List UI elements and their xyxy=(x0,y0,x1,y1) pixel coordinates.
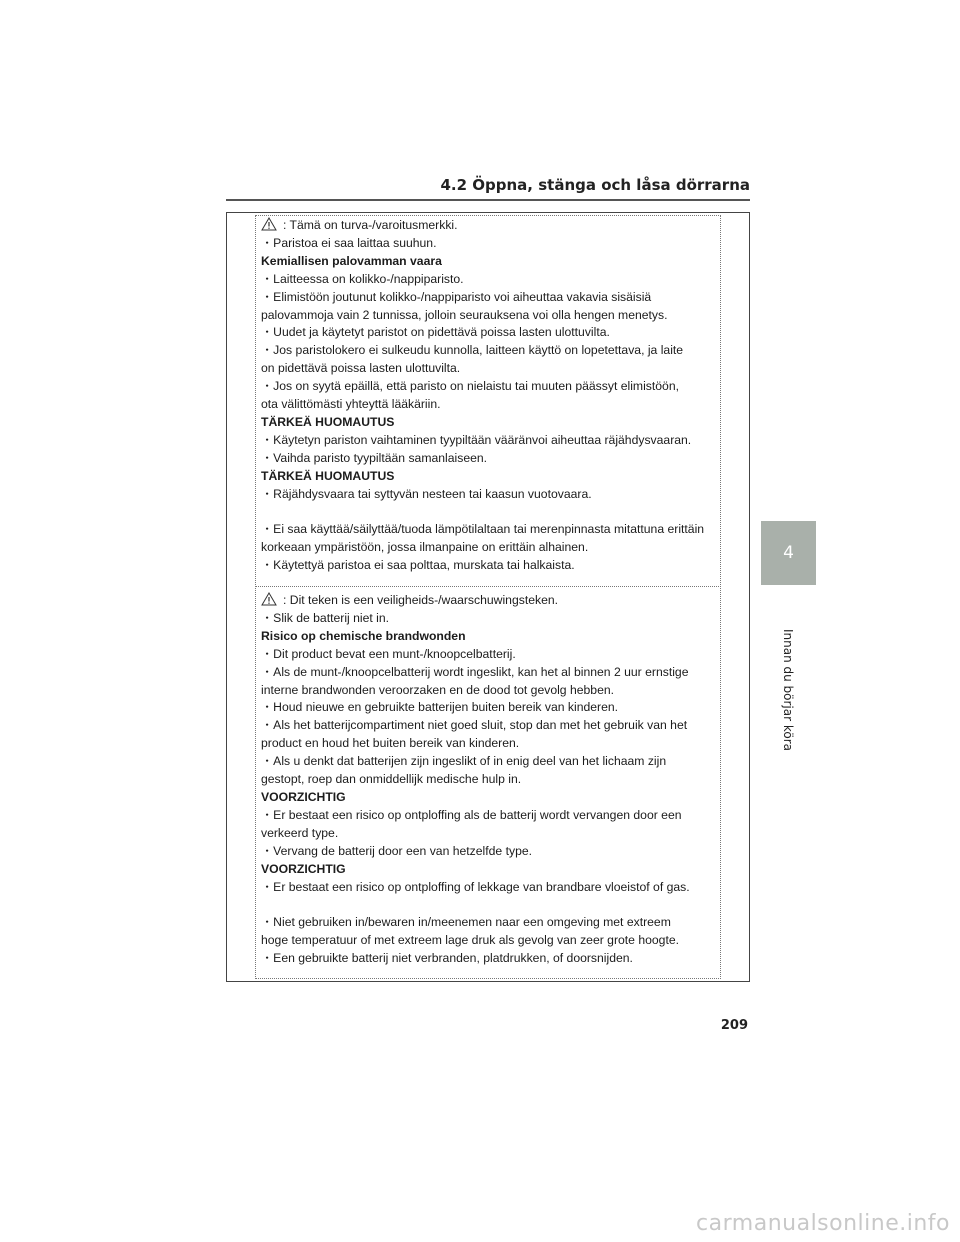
dutch-text-line: verkeerd type. xyxy=(261,825,339,840)
finnish-text-line: ・Elimistöön joutunut kolikko-/nappiparisto voi aiheuttaa vakavia sisäisiä xyxy=(261,289,652,304)
dutch-text-line: interne brandwonden veroorzaken en de dood tot gevolg hebben. xyxy=(261,682,615,697)
finnish-text-line: ・Uudet ja käytetyt paristot on pidettävä poissa lasten ulottuvilta. xyxy=(261,325,610,340)
watermark: carmanualsonline.info xyxy=(696,1211,950,1236)
dutch-text-line: hoge temperatuur of met extreem lage druk als gevolg van zeer grote hoogte. xyxy=(261,933,680,948)
dutch-text-line: ・Houd nieuwe en gebruikte batterijen buiten bereik van kinderen. xyxy=(261,700,619,715)
dutch-symbol-line xyxy=(261,592,721,610)
dutch-text-line: ・Als het batterijcompartiment niet goed sluit, stop dan met het gebruik van het xyxy=(261,718,688,733)
dutch-notice xyxy=(261,592,721,968)
finnish-text-line: korkeaan ympäristöön, jossa ilmanpaine on erittäin alhainen. xyxy=(261,540,589,555)
finnish-notice xyxy=(261,217,721,575)
dutch-symbol-text: : Dit teken is een veiligheids-/waarschuwingsteken. xyxy=(283,593,559,607)
finnish-text-line: ・Käytetyn pariston vaihtaminen tyypiltään vääränvoi aiheuttaa räjähdysvaaran. xyxy=(261,432,692,447)
finnish-text-line: ・Räjähdysvaara tai syttyvän nesteen tai kaasun vuotovaara. xyxy=(261,486,592,501)
dutch-text-line: ・Vervang de batterij door een van hetzelfde type. xyxy=(261,843,533,858)
dutch-text-line: product en houd het buiten bereik van kinderen. xyxy=(261,736,520,751)
finnish-text-line: ・Jos on syytä epäillä, että paristo on nielaistu tai muuten päässyt elimistöön, xyxy=(261,379,679,394)
finnish-text-line: ・Vaihda paristo tyypiltään samanlaiseen. xyxy=(261,450,488,465)
dutch-text-line: ・Als u denkt dat batterijen zijn ingeslikt of in enig deel van het lichaam zijn xyxy=(261,754,667,769)
dutch-text-line: VOORZICHTIG xyxy=(261,789,346,804)
dutch-text-line: Risico op chemische brandwonden xyxy=(261,628,466,643)
warning-triangle-icon xyxy=(261,592,277,606)
chapter-side-label: Innan du börjar köra xyxy=(781,628,795,752)
chapter-tab: 4 xyxy=(761,521,816,585)
finnish-text-line: ・Ei saa käyttää/säilyttää/tuoda lämpötilaltaan tai merenpinnasta mitattuna erittäin xyxy=(261,522,705,537)
finnish-symbol-text: : Tämä on turva-/varoitusmerkki. xyxy=(283,218,458,232)
finnish-text-line: ・Laitteessa on kolikko-/nappiparisto. xyxy=(261,271,464,286)
finnish-text-line: ・Käytettyä paristoa ei saa polttaa, murskata tai halkaista. xyxy=(261,558,575,573)
dutch-text-line: ・Een gebruikte batterij niet verbranden, platdrukken, of doorsnijden. xyxy=(261,951,633,966)
section-header-title: 4.2 Öppna, stänga och låsa dörrarna xyxy=(440,176,750,194)
finnish-text-line: ・Paristoa ei saa laittaa suuhun. xyxy=(261,235,437,250)
dutch-text-line: ・Als de munt-/knoopcelbatterij wordt ingeslikt, kan het al binnen 2 uur ernstige xyxy=(261,664,689,679)
dutch-text-line: ・Dit product bevat een munt-/knoopcelbatterij. xyxy=(261,646,516,661)
finnish-lines xyxy=(261,235,721,575)
language-divider xyxy=(255,586,721,587)
finnish-text-line: Kemiallisen palovamman vaara xyxy=(261,253,442,268)
page-number: 209 xyxy=(720,1018,748,1033)
header-rule xyxy=(226,199,750,201)
dutch-text-line: gestopt, roep dan onmiddellijk medische hulp in. xyxy=(261,772,522,787)
finnish-text-line: on pidettävä poissa lasten ulottuvilta. xyxy=(261,361,461,376)
dutch-text-line: ・Slik de batterij niet in. xyxy=(261,610,390,625)
finnish-text-line: ota välittömästi yhteyttä lääkäriin. xyxy=(261,397,441,412)
warning-triangle-icon xyxy=(261,217,277,231)
finnish-symbol-line xyxy=(261,217,721,235)
finnish-text-line: ・Jos paristolokero ei sulkeudu kunnolla, laitteen käyttö on lopetettava, ja laite xyxy=(261,343,684,358)
finnish-text-line: TÄRKEÄ HUOMAUTUS xyxy=(261,468,395,483)
dutch-text-line: ・Niet gebruiken in/bewaren in/meenemen naar een omgeving met extreem xyxy=(261,915,671,930)
finnish-text-line: palovammoja vain 2 tunnissa, jolloin seurauksena voi olla hengen menetys. xyxy=(261,307,668,322)
finnish-text-line xyxy=(261,504,721,522)
finnish-text-line: TÄRKEÄ HUOMAUTUS xyxy=(261,414,395,429)
dutch-text-line: ・Er bestaat een risico op ontploffing als de batterij wordt vervangen door een xyxy=(261,807,682,822)
dutch-text-line xyxy=(261,896,721,914)
dutch-text-line: VOORZICHTIG xyxy=(261,861,346,876)
dutch-text-line: ・Er bestaat een risico op ontploffing of lekkage van brandbare vloeistof of gas. xyxy=(261,879,690,894)
dutch-lines xyxy=(261,610,721,968)
